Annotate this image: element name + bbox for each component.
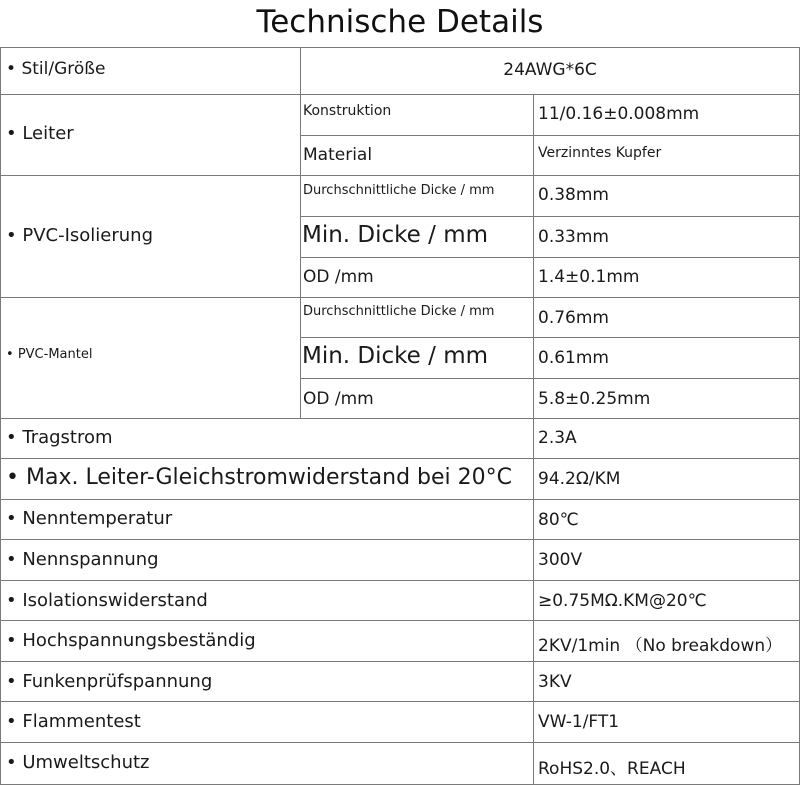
row-divider [0, 499, 800, 500]
row-divider [0, 458, 800, 459]
subrow-divider [300, 135, 800, 136]
row-divider [0, 539, 800, 540]
sub-value: 0.33mm [538, 227, 609, 247]
sub-value: 0.61mm [538, 348, 609, 368]
row-value: 2.3A [538, 428, 577, 448]
sub-label: Min. Dicke / mm [302, 222, 489, 248]
subrow-divider [300, 257, 800, 258]
row-label: • Flammentest [6, 711, 141, 732]
row-label: • Nennspannung [6, 549, 159, 570]
row-divider [0, 94, 800, 95]
row-label: • Funkenprüfspannung [6, 671, 212, 692]
row-label: • Hochspannungsbeständig [6, 630, 256, 651]
page-title: Technische Details [256, 4, 544, 40]
subrow-divider [300, 337, 800, 338]
row-divider [0, 47, 800, 48]
row-value: 300V [538, 550, 583, 570]
row-value-stil: 24AWG*6C [503, 60, 597, 80]
row-value: 3KV [538, 672, 572, 692]
sub-label: Durchschnittliche Dicke / mm [303, 304, 495, 319]
subrow-divider [300, 216, 800, 217]
row-label: • Max. Leiter-Gleichstromwiderstand bei 20°C [6, 465, 512, 490]
row-value: 94.2Ω/KM [538, 469, 621, 489]
sub-value: 1.4±0.1mm [538, 267, 640, 287]
row-divider [0, 580, 800, 581]
row-divider [0, 701, 800, 702]
row-label: • Nenntemperatur [6, 508, 172, 529]
row-label: • Umweltschutz [6, 752, 150, 773]
row-divider [0, 742, 800, 743]
row-divider [0, 418, 800, 419]
row-value: ≥0.75MΩ.KM@20℃ [538, 591, 707, 611]
row-divider [0, 661, 800, 662]
row-value: 80℃ [538, 510, 579, 530]
sub-value: 0.76mm [538, 308, 609, 328]
row-label: • Tragstrom [6, 427, 113, 448]
sub-label: Material [303, 145, 373, 165]
sub-value: 0.38mm [538, 185, 609, 205]
row-value: VW-1/FT1 [538, 712, 620, 732]
row-label-mantel: • PVC-Mantel [6, 347, 92, 362]
col-divider [0, 47, 1, 785]
row-label: • Isolationswiderstand [6, 590, 208, 611]
sub-label: OD /mm [303, 267, 374, 287]
subrow-divider [300, 378, 800, 379]
col-divider [300, 47, 301, 418]
row-value: RoHS2.0、REACH [538, 759, 686, 779]
row-divider [0, 175, 800, 176]
row-value: 2KV/1min （No breakdown） [538, 636, 783, 656]
sub-value: 11/0.16±0.008mm [538, 104, 700, 124]
sub-value: 5.8±0.25mm [538, 389, 651, 409]
sub-label: Durchschnittliche Dicke / mm [303, 183, 495, 198]
row-divider [0, 297, 800, 298]
row-label-leiter: • Leiter [6, 123, 74, 144]
row-label-isolierung: • PVC-Isolierung [6, 225, 153, 246]
sub-value: Verzinntes Kupfer [538, 145, 662, 161]
sub-label: OD /mm [303, 389, 374, 409]
row-divider [0, 620, 800, 621]
col-divider [533, 94, 534, 785]
sub-label: Konstruktion [303, 103, 392, 119]
row-label-stil: • Stil/Größe [6, 59, 105, 79]
sub-label: Min. Dicke / mm [302, 343, 489, 369]
